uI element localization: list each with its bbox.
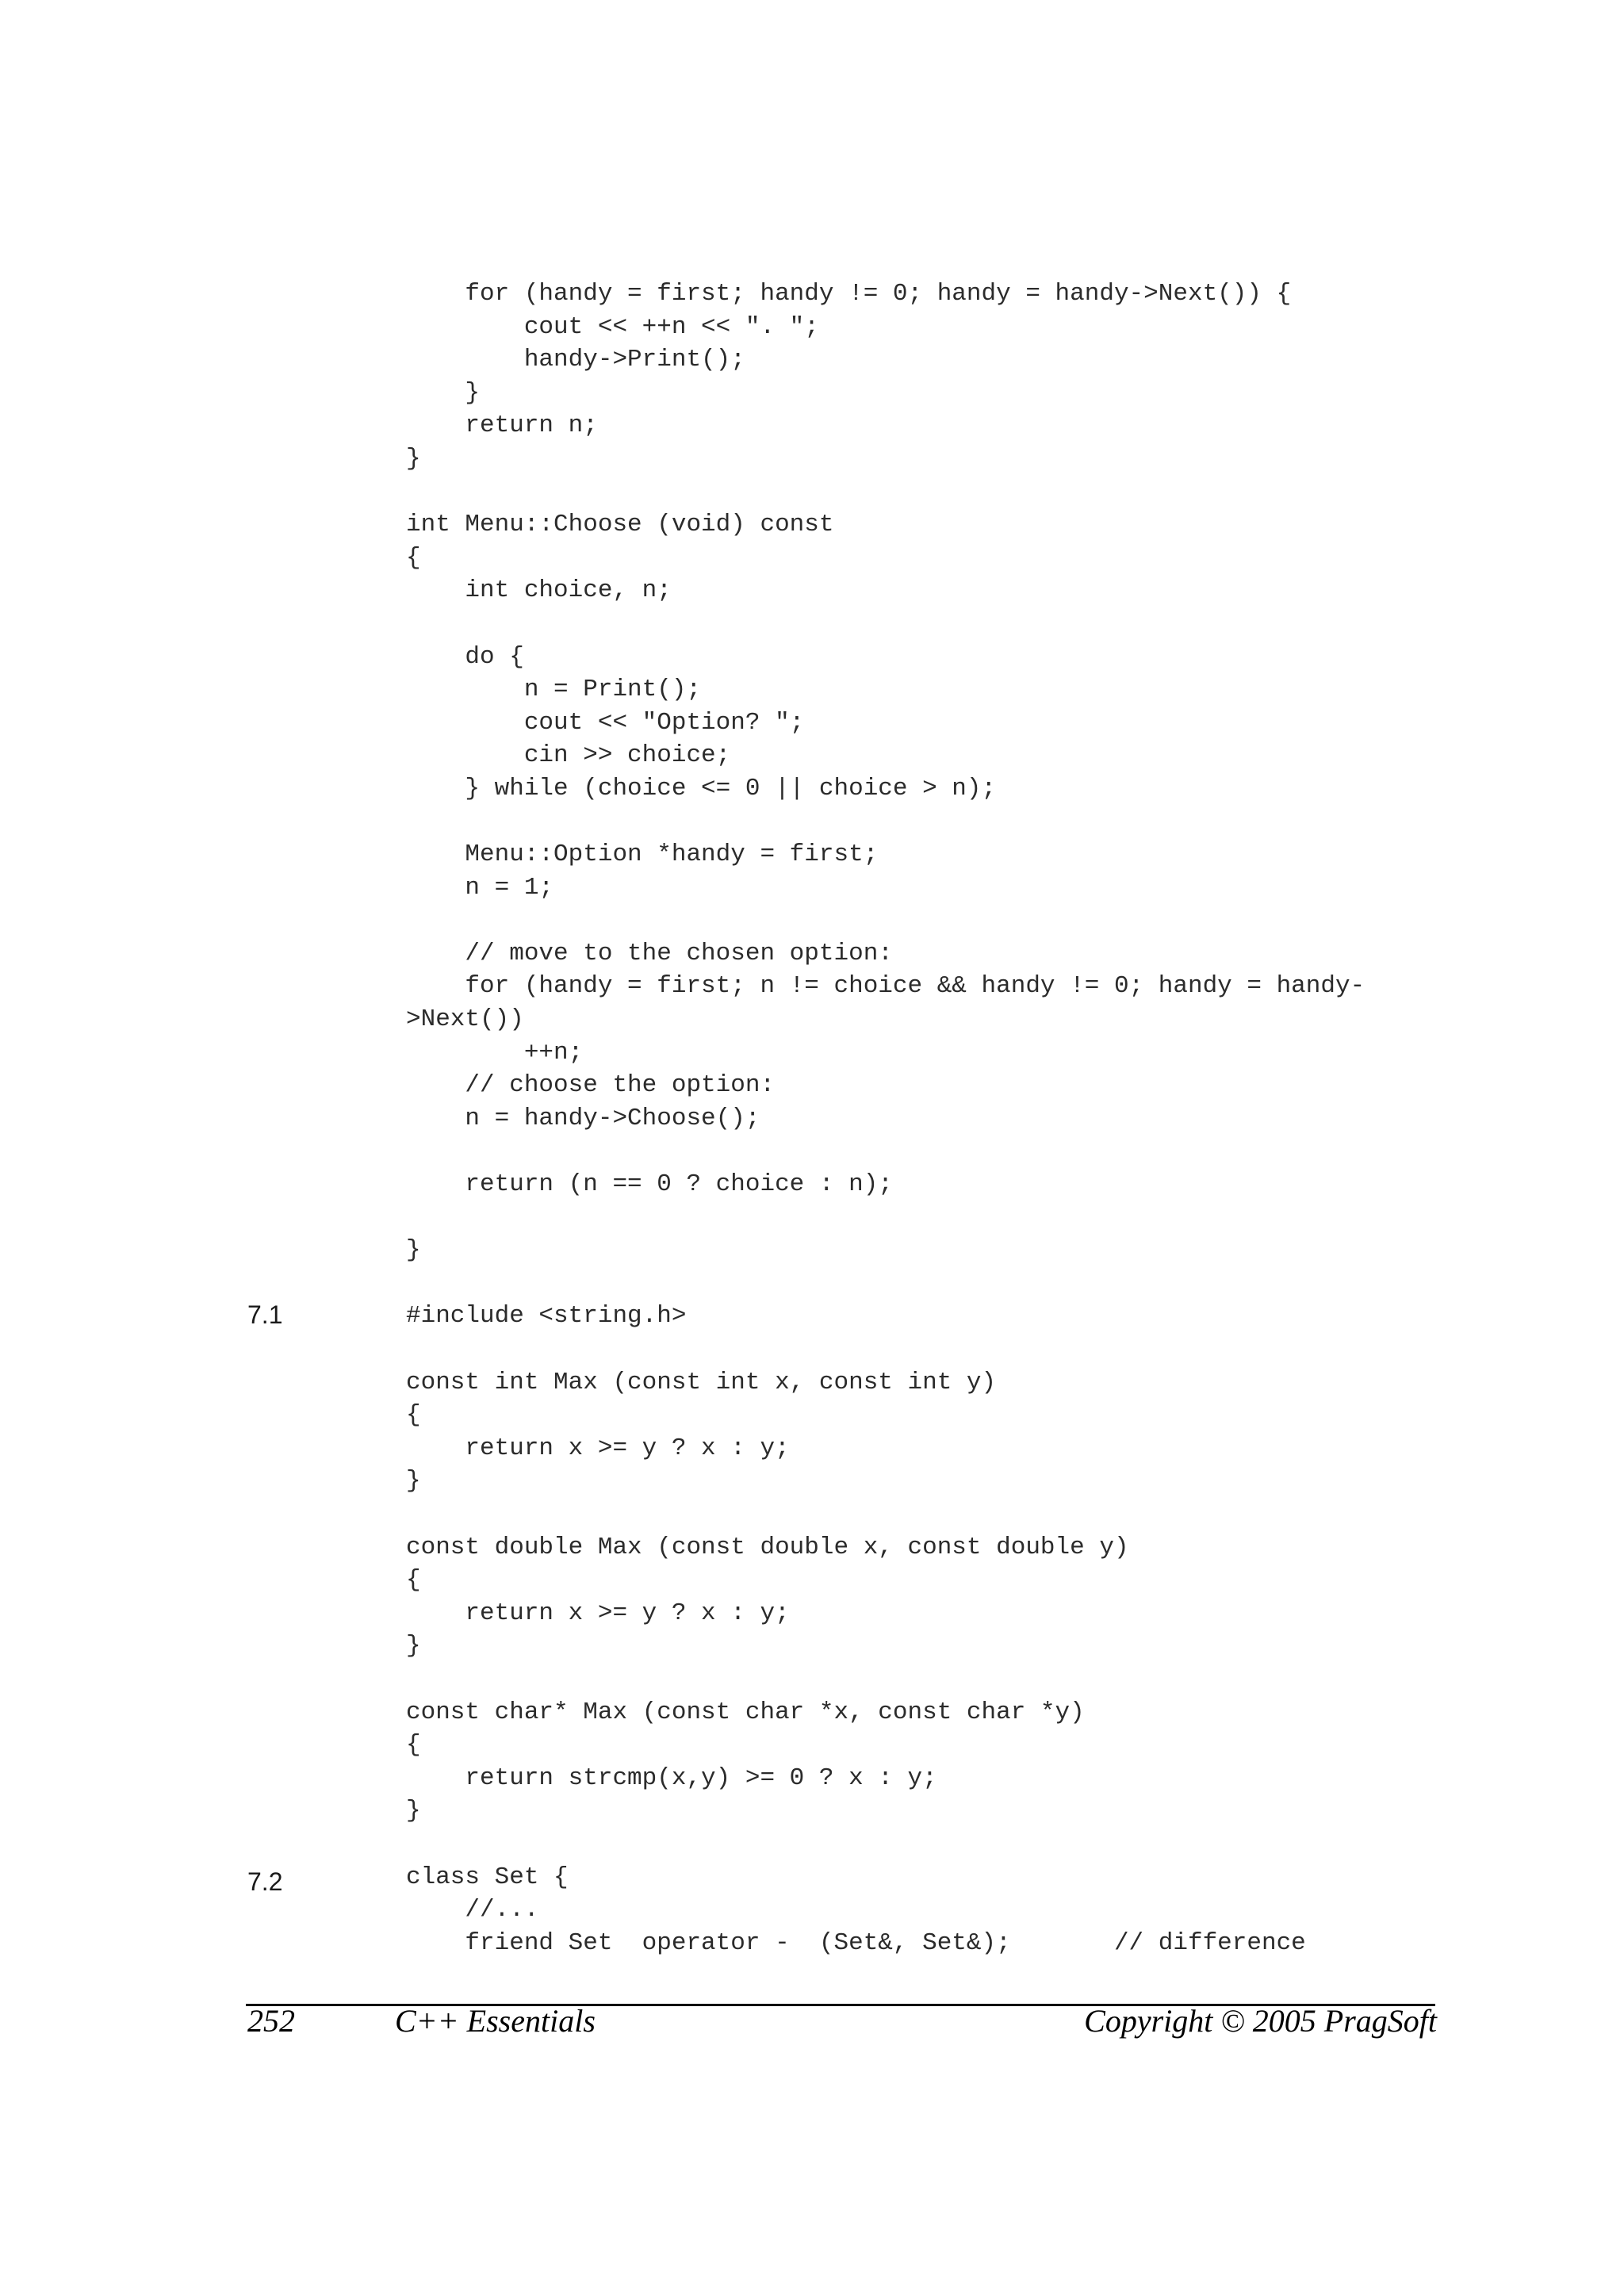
page-number: 252 [247, 2003, 295, 2039]
code-line [406, 1663, 1365, 1696]
code-line: handy->Print(); [406, 346, 745, 374]
code-line: { [406, 1401, 421, 1430]
exercise-label-7-1: 7.1 [247, 1300, 283, 1329]
code-line: int Menu::Choose (void) const [406, 511, 834, 539]
copyright-notice: Copyright © 2005 PragSoft [1084, 2003, 1437, 2039]
code-line [406, 1135, 1365, 1168]
code-line: return strcmp(x,y) >= 0 ? x : y; [406, 1764, 937, 1792]
code-line: // move to the chosen option: [406, 939, 893, 967]
code-line: } [406, 378, 481, 407]
code-line [406, 806, 1365, 839]
code-line: cin >> choice; [406, 741, 731, 770]
exercise-label-7-2: 7.2 [247, 1867, 283, 1896]
code-line: n = handy->Choose(); [406, 1104, 760, 1132]
code-line [406, 1333, 1365, 1366]
code-line: } [406, 1632, 421, 1660]
code-line [406, 476, 1365, 509]
code-line: } while (choice <= 0 || choice > n); [406, 774, 997, 802]
code-line: class Set { [406, 1863, 569, 1891]
code-line: ++n; [406, 1038, 584, 1067]
code-line: n = 1; [406, 873, 554, 902]
code-line: for (handy = first; handy != 0; handy = handy->Next()) { [406, 280, 1292, 308]
code-line: // choose the option: [406, 1071, 776, 1100]
code-line: do { [406, 642, 524, 671]
code-line [406, 1267, 1365, 1300]
code-line [406, 1201, 1365, 1235]
book-title: C++ Essentials [395, 2003, 596, 2039]
code-line: { [406, 1731, 421, 1760]
code-line: } [406, 444, 421, 473]
code-line: >Next()) [406, 1005, 524, 1034]
code-line: return x >= y ? x : y; [406, 1434, 790, 1462]
code-line [406, 1498, 1365, 1531]
code-listing [406, 278, 1365, 1959]
code-line: cout << "Option? "; [406, 708, 805, 737]
code-line [406, 607, 1365, 641]
code-line: const char* Max (const char *x, const char *y) [406, 1698, 1085, 1726]
code-line: n = Print(); [406, 676, 702, 704]
code-line [406, 1828, 1365, 1861]
code-line: //... [406, 1896, 539, 1924]
code-line: } [406, 1467, 421, 1496]
code-line: #include <string.h> [406, 1302, 687, 1331]
code-line [406, 904, 1365, 937]
code-line: { [406, 543, 421, 572]
code-line: { [406, 1566, 421, 1595]
code-line: cout << ++n << ". "; [406, 312, 819, 341]
code-line: const double Max (const double x, const double y) [406, 1533, 1129, 1561]
code-line: return (n == 0 ? choice : n); [406, 1170, 893, 1199]
code-line: } [406, 1236, 421, 1265]
code-line: } [406, 1797, 421, 1825]
code-line: return x >= y ? x : y; [406, 1599, 790, 1627]
code-line: int choice, n; [406, 576, 672, 605]
code-line: return n; [406, 412, 598, 440]
code-line: const int Max (const int x, const int y) [406, 1368, 997, 1396]
code-line: for (handy = first; n != choice && handy != 0; handy = handy- [406, 972, 1365, 1001]
code-line: friend Set operator - (Set&, Set&); // difference [406, 1928, 1306, 1957]
code-line: Menu::Option *handy = first; [406, 841, 879, 869]
